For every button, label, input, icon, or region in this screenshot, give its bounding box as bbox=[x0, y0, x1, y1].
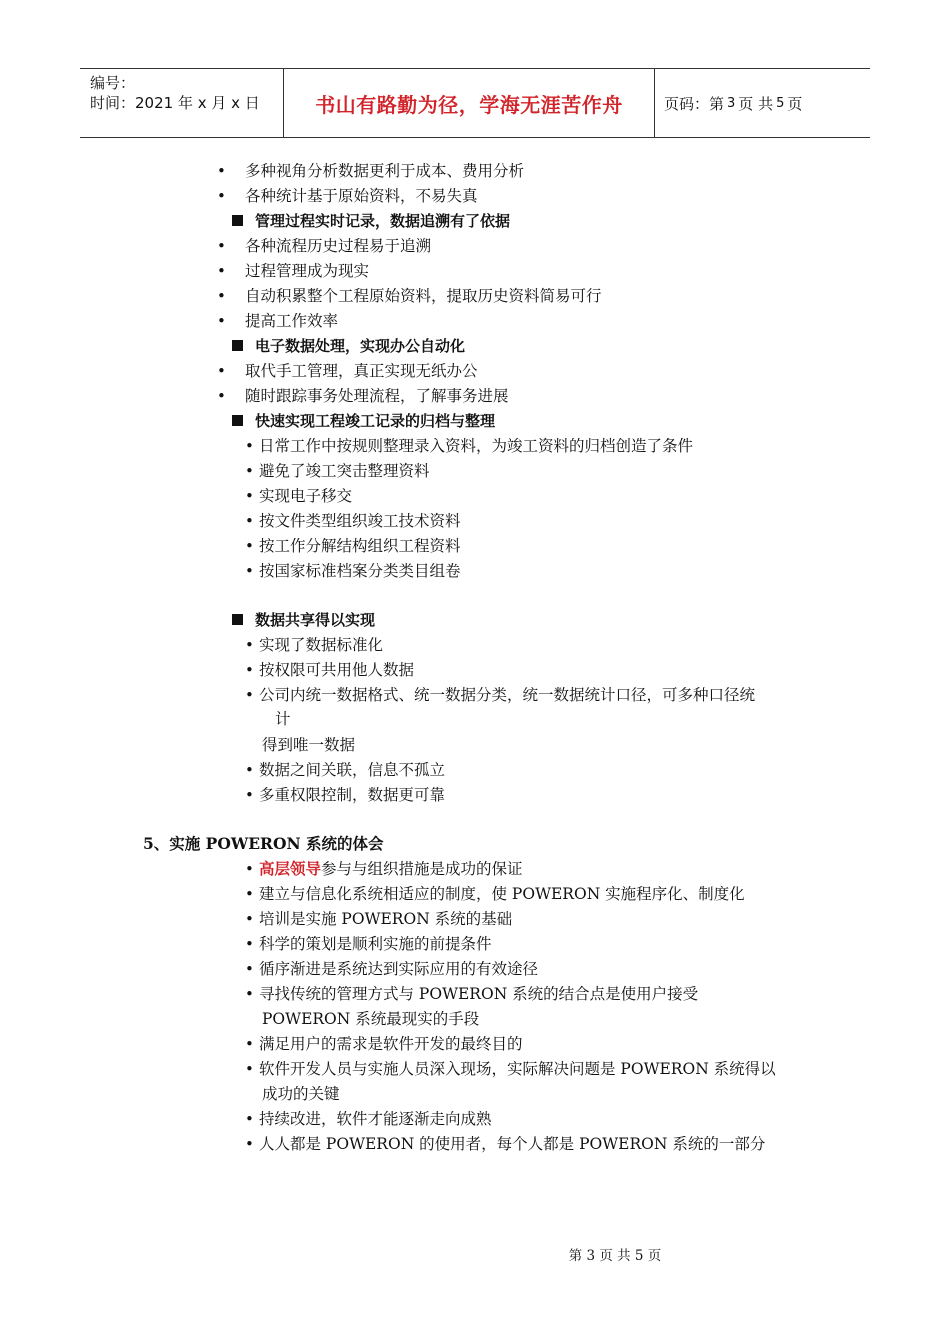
bullet-icon: • bbox=[245, 636, 254, 654]
bullet-icon: • bbox=[245, 960, 254, 978]
section-heading: 数据共享得以实现 bbox=[255, 611, 376, 629]
square-bullet-icon bbox=[232, 340, 243, 351]
bullet-icon: • bbox=[217, 362, 226, 380]
square-bullet-icon bbox=[232, 215, 243, 226]
list-item: 日常工作中按规则整理录入资料，为竣工资料的归档创造了条件 bbox=[259, 437, 694, 455]
bullet-icon: • bbox=[217, 387, 226, 405]
bullet-icon: • bbox=[217, 287, 226, 305]
code-label: 编号： bbox=[90, 74, 136, 92]
list-item: 按文件类型组织竣工技术资料 bbox=[259, 512, 461, 530]
list-item: 实现电子移交 bbox=[259, 487, 353, 505]
list-item: 随时跟踪事务处理流程，了解事务进展 bbox=[245, 387, 509, 405]
list-item: 数据之间关联，信息不孤立 bbox=[259, 761, 446, 779]
bullet-icon: • bbox=[245, 1110, 254, 1128]
bullet-icon: • bbox=[217, 237, 226, 255]
bullet-icon: • bbox=[245, 1135, 254, 1153]
section-heading: 电子数据处理，实现办公自动化 bbox=[255, 337, 466, 355]
bullet-icon: • bbox=[245, 935, 254, 953]
section-heading: 快速实现工程竣工记录的归档与整理 bbox=[255, 412, 496, 430]
list-item: 建立与信息化系统相适应的制度，使 POWERON 实施程序化、制度化 bbox=[259, 885, 745, 903]
bullet-icon: • bbox=[217, 312, 226, 330]
page-indicator: 页码：第 3 页 共 5 页 bbox=[664, 94, 803, 113]
bullet-icon: • bbox=[245, 462, 254, 480]
bullet-icon: • bbox=[245, 1060, 254, 1078]
list-item-continuation: 成功的关键 bbox=[262, 1085, 340, 1103]
list-item: 公司内统一数据格式、统一数据分类，统一数据统计口径，可多种口径统 bbox=[259, 686, 756, 704]
bullet-icon: • bbox=[217, 187, 226, 205]
list-item: 科学的策划是顺利实施的前提条件 bbox=[259, 935, 492, 953]
section-heading: 管理过程实时记录，数据追溯有了依据 bbox=[255, 212, 511, 230]
list-item: 持续改进，软件才能逐渐走向成熟 bbox=[259, 1110, 492, 1128]
list-item: 多种视角分析数据更利于成本、费用分析 bbox=[245, 162, 525, 180]
section-5-title: 5、实施 POWERON 系统的体会 bbox=[143, 834, 384, 853]
list-item-continuation: 得到唯一数据 bbox=[262, 736, 356, 754]
bullet-icon: • bbox=[245, 985, 254, 1003]
bullet-icon: • bbox=[245, 661, 254, 679]
square-bullet-icon bbox=[232, 614, 243, 625]
page-total: 5 bbox=[776, 95, 785, 111]
list-item: 过程管理成为现实 bbox=[245, 262, 370, 280]
list-item: 培训是实施 POWERON 系统的基础 bbox=[259, 910, 513, 928]
page-header bbox=[80, 68, 870, 138]
list-item: 取代手工管理，真正实现无纸办公 bbox=[245, 362, 478, 380]
list-item: 按工作分解结构组织工程资料 bbox=[259, 537, 461, 555]
list-item: 自动积累整个工程原始资料，提取历史资料简易可行 bbox=[245, 287, 602, 305]
square-bullet-icon bbox=[232, 415, 243, 426]
bullet-icon: • bbox=[245, 885, 254, 903]
list-item-continuation: 计 bbox=[275, 710, 291, 728]
bullet-icon: • bbox=[245, 786, 254, 804]
list-item: 多重权限控制，数据更可靠 bbox=[259, 786, 446, 804]
bullet-icon: • bbox=[245, 487, 254, 505]
motto: 书山有路勤为径，学海无涯苦作舟 bbox=[283, 69, 655, 137]
list-item-continuation: POWERON 系统最现实的手段 bbox=[262, 1010, 480, 1028]
list-item: 按国家标准档案分类类目组卷 bbox=[259, 562, 461, 580]
bullet-icon: • bbox=[245, 686, 254, 704]
page-footer: 第 3 页 共 5 页 bbox=[568, 1248, 662, 1264]
list-item: 各种统计基于原始资料，不易失真 bbox=[245, 187, 478, 205]
list-item: 实现了数据标准化 bbox=[259, 636, 384, 654]
bullet-icon: • bbox=[245, 860, 254, 878]
bullet-icon: • bbox=[245, 1035, 254, 1053]
page-current: 3 bbox=[727, 95, 736, 111]
highlight-text: 高层领导 bbox=[259, 860, 322, 878]
bullet-icon: • bbox=[245, 437, 254, 455]
bullet-icon: • bbox=[217, 262, 226, 280]
list-item: 人人都是 POWERON 的使用者，每个人都是 POWERON 系统的一部分 bbox=[259, 1135, 766, 1153]
bullet-icon: • bbox=[245, 910, 254, 928]
list-item: 提高工作效率 bbox=[245, 312, 339, 330]
bullet-icon: • bbox=[245, 537, 254, 555]
header-meta bbox=[80, 69, 283, 137]
list-item: 寻找传统的管理方式与 POWERON 系统的结合点是使用户接受 bbox=[259, 985, 699, 1003]
list-item: 按权限可共用他人数据 bbox=[259, 661, 415, 679]
bullet-icon: • bbox=[245, 562, 254, 580]
list-item: 高层领导参与与组织措施是成功的保证 bbox=[259, 860, 523, 878]
bullet-icon: • bbox=[245, 761, 254, 779]
list-item: 各种流程历史过程易于追溯 bbox=[245, 237, 432, 255]
bullet-icon: • bbox=[245, 512, 254, 530]
bullet-icon: • bbox=[217, 162, 226, 180]
list-item: 循序渐进是系统达到实际应用的有效途径 bbox=[259, 960, 539, 978]
time-label: 时间：2021 年 x 月 x 日 bbox=[90, 94, 260, 112]
list-item: 软件开发人员与实施人员深入现场，实际解决问题是 POWERON 系统得以 bbox=[259, 1060, 776, 1078]
list-item: 避免了竣工突击整理资料 bbox=[259, 462, 430, 480]
list-item: 满足用户的需求是软件开发的最终目的 bbox=[259, 1035, 523, 1053]
